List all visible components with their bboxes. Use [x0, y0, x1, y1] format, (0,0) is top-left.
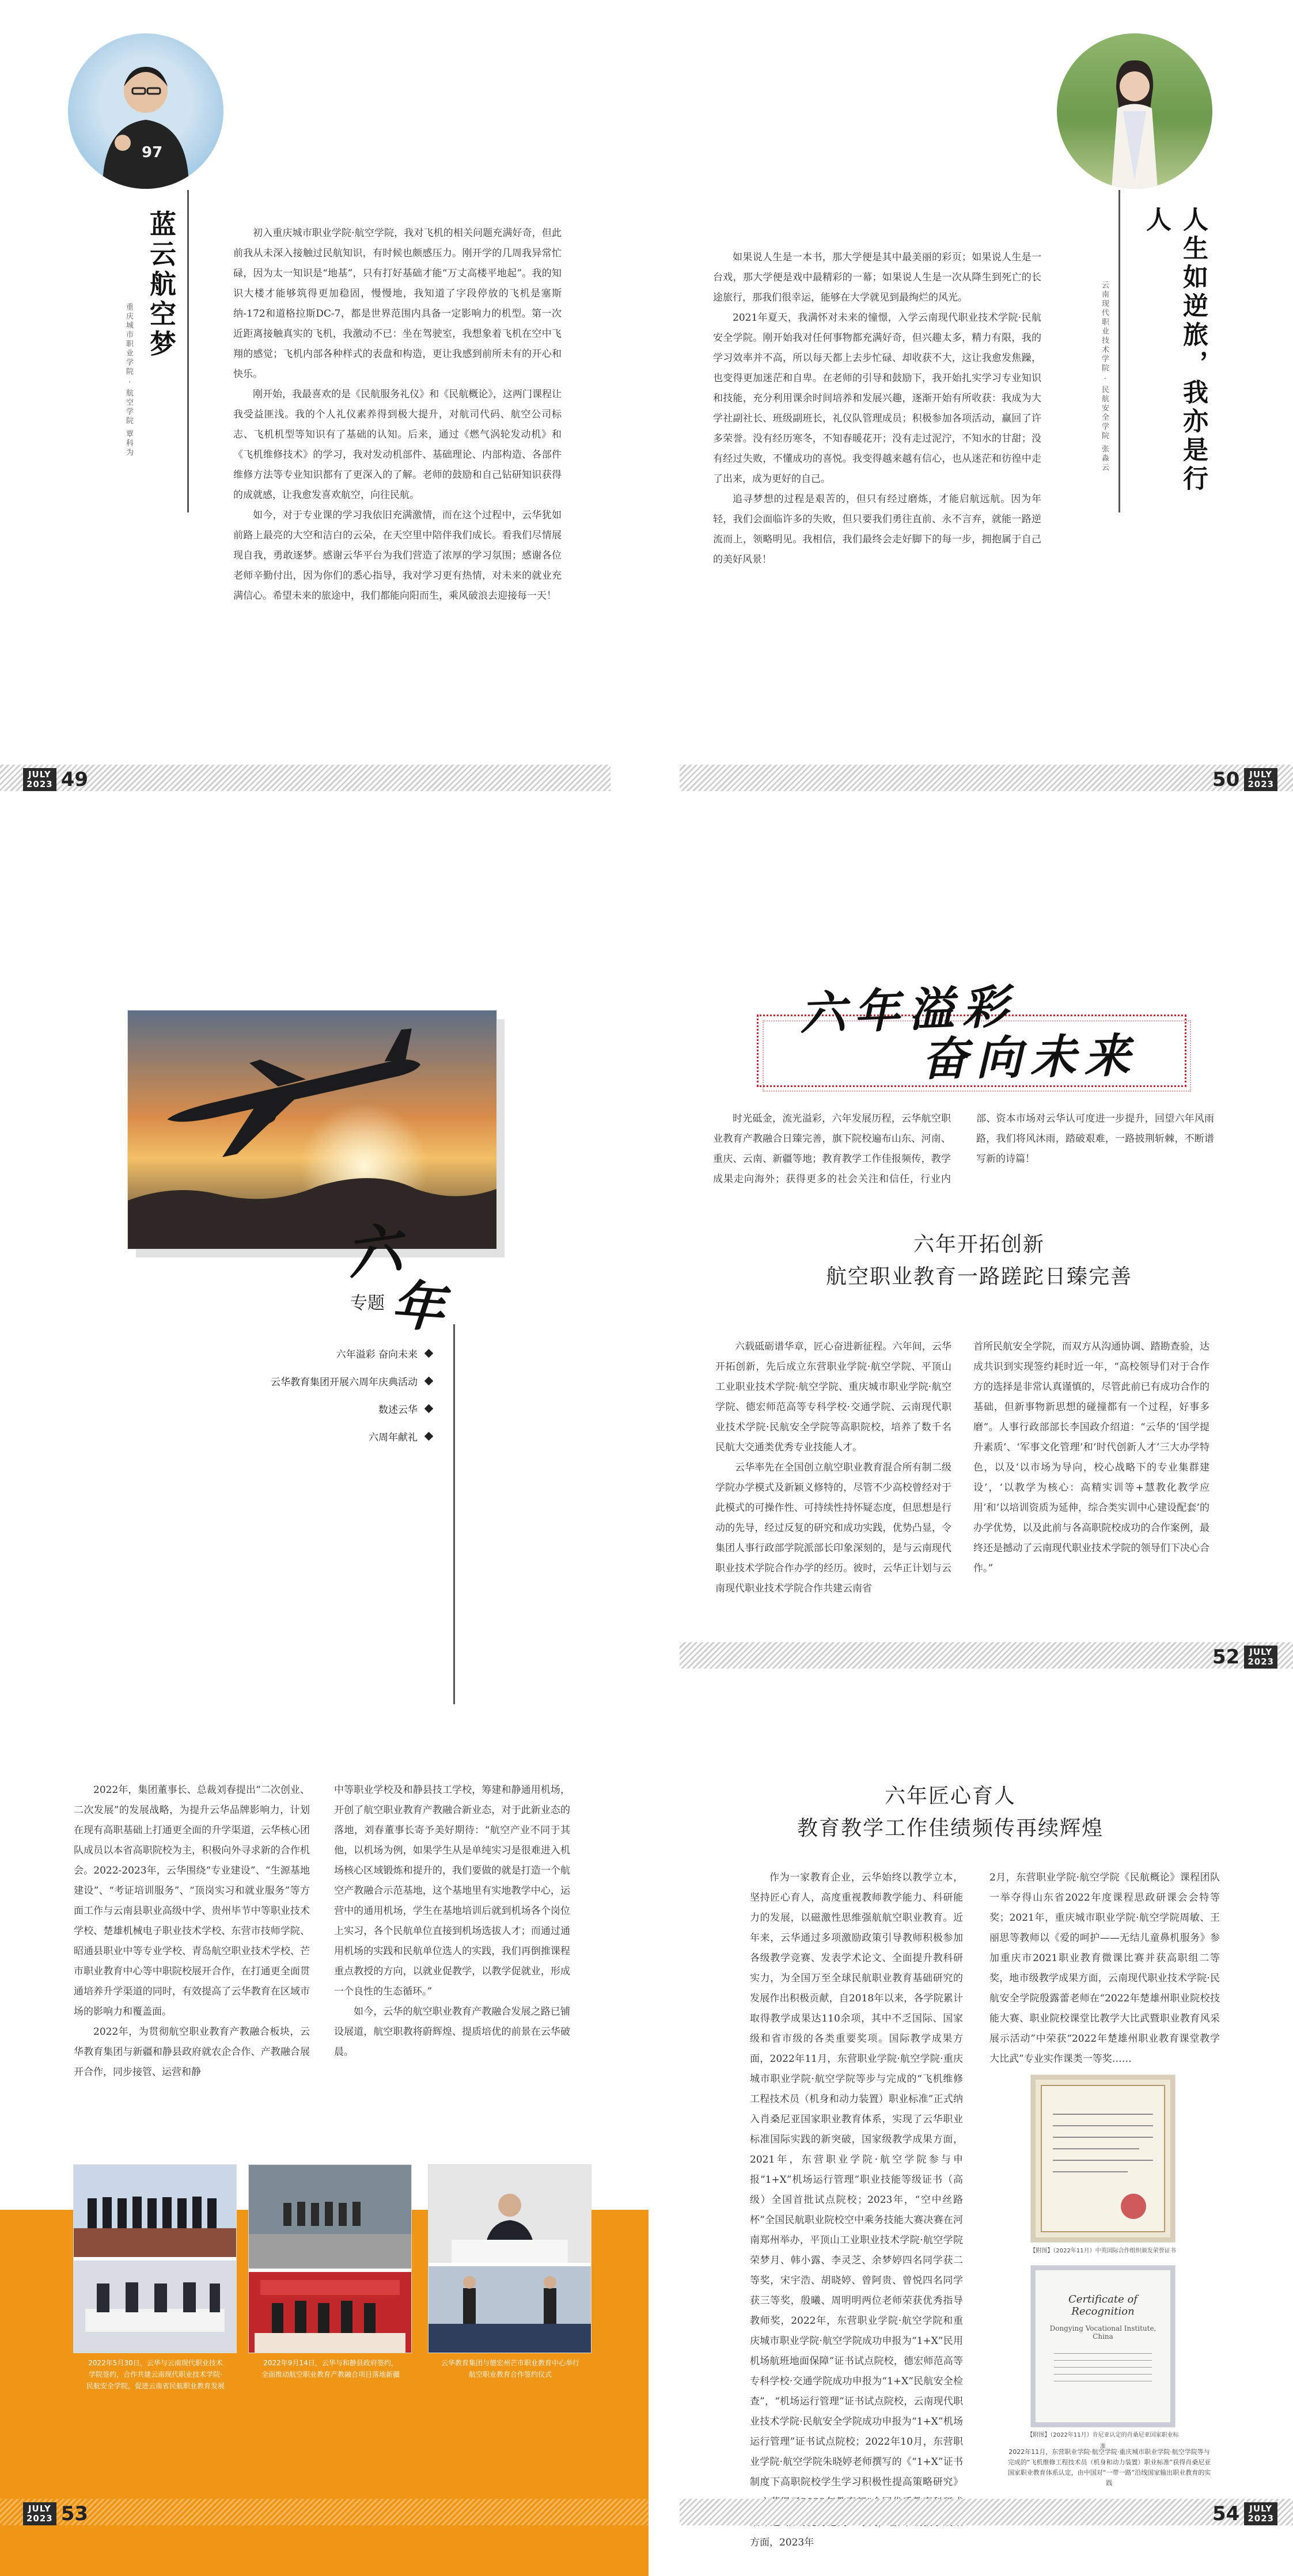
certificate-lines [1054, 2353, 1152, 2388]
paragraph: 六载砥砺谱华章，匠心奋进新征程。六年间，云华开拓创新，先后成立东营职业学院·航空学院、平顶山工业职业技术学院·航空学院、重庆城市职业学院·航空学院、德宏师范高等专科学校·交通学院、云南现代职业技术学院·民航安全学院等高职院校，培养了数千名民航大交通类优秀专业技能人才。 [715, 1341, 951, 1453]
issue-date: JULY 2023 [1244, 1646, 1277, 1669]
special-label: 专题 [350, 1293, 385, 1313]
heading-line: 航空职业教育一路蹉跎日臻完善 [825, 1265, 1132, 1289]
photo-caption: 2022年5月30日，云华与云南现代职业技术学院签约，合作共建云南现代职业技术学院·民航安全学院，促进云南省民航职业教育发展 [86, 2359, 225, 2390]
paragraph: 2月，东营职业学院·航空学院《民航概论》课程团队一举夺得山东省2022年度课程思政研课会会特等奖；2021年，重庆城市职业学院·航空学院周敏、王丽思等教师以《爱的呵护——无结儿童鼻机服务》参加重庆市2021职业教育微课比赛并获高职组二等奖，地市级教学成果方面，云南现代职业技术学院·民航安全学院殷露蕾老师在“2022年楚雄州职业院校技能大赛、职业院校课堂比教学大比武暨职业教育风采展示活动”中荣获“2022年楚雄州职业教育课堂教学大比武”专业实作课类一等奖…… [989, 1872, 1220, 2065]
article-col2-p54 [989, 1868, 1220, 2069]
paragraph: 中等职业学校及和静县技工学校，筹建和静通用机场，开创了航空职业教育产教融合新业态，对于此新业态的落地，刘春董事长寄予美好期待：“航空产业不同于其他，以机场为例，如果学生从是单纯实习是很难进入机场核心区域锻炼和提升的，我们要做的就是打造一个航空产教融合示范基地，这个基地里有实地教学中心，运营中的通用机场，学生在基地培训后就到机场各个岗位上实习，各个民航单位直接到机场选拔人才；而通过通用机场的实践和民航单位选人的实践，我们再倒推课程重点教授的方向，以就业促教学，以教学促就业，形成一个良性的生态循环。” [334, 1784, 570, 1997]
person-illustration [68, 33, 223, 189]
toc-item[interactable]: 六年溢彩 奋向未来 [190, 1339, 432, 1367]
airplane-sunset-photo [128, 1010, 496, 1249]
paragraph: 刚开始，我最喜欢的是《民航服务礼仪》和《民航概论》，这两门课程让我受益匪浅。我的个人礼仪素养得到极大提升，对航司代码、航空公司标志、飞机机型等知识有了基础的认知。后来，通过《燃气涡轮发动机》和《飞机维修技术》的学习，我对发动机部件、基础理论、内部构造、各部件维修方法等专业知识都有了更深入的了解。老师的鼓励和自己钻研知识获得的成就感，让我愈发喜欢航空，向往民航。 [233, 389, 562, 501]
bullet-icon [424, 1348, 434, 1358]
special-big-char-bottom: 年 [389, 1273, 447, 1340]
paragraph: 初入重庆城市职业学院·航空学院，我对飞机的相关问题充满好奇，但此前我从未深入接触过民航知识，有时候也颇感压力。刚开学的几周我异常忙碌，因为太一知识是“地基”，只有打好基础才能“万丈高楼平地起”。我的知识大楼才能够筑得更加稳固，慢慢地，我知道了字段停放的飞机是塞斯纳-172和道格拉斯DC-7，都是世界范围内具备一定影响力的机型。第一次近距离接触真实的飞机，我激动不已：坐在驾驶室，我想象着飞机在空中飞翔的感觉；飞机内部各种样式的表盘和构造，更让我感到前所未有的开心和快乐。 [233, 227, 562, 380]
bullet-icon [424, 1431, 434, 1441]
bullet-icon [424, 1376, 434, 1385]
page-number: 50 [1212, 768, 1240, 791]
paragraph: 2022年，集团董事长、总裁刘春提出“二次创业、二次发展”的发展战略，为提升云华品牌影响力，计划在现有高职基础上打通更全面的升学渠道，云华核心团队成员以本省高职院校为主，积极向外寻求新的合作机会。2022-2023年，云华围绕“专业建设”、“生源基地建设”、“考证培训服务”、“顶岗实习和就业服务”等方面工作与云南县职业高级中学、贵州毕节中等职业技术学校、楚雄机械电子职业技术学校、东营市技师学院、昭通县职业中等专业学校、青岛航空职业技术学校、芒市职业教育中心等中职院校展开合作，在打通更全面贯通培养升学渠道的同时，有效提高了云华教育在区域市场的影响力和覆盖面。 [74, 1784, 310, 2018]
page-number: 54 [1212, 2502, 1240, 2525]
article-title-p49: 蓝云航空梦 [146, 210, 177, 360]
certificate-title: Certificate of Recognition [1068, 2293, 1137, 2317]
certificate-photo-1 [1031, 2075, 1175, 2242]
article-col1-p54 [750, 1868, 963, 2553]
footer-stripe-p52 [680, 1642, 1293, 1669]
page-number-p50 [1212, 768, 1277, 791]
paragraph: 云华率先在全国创立航空职业教育混合所有制二级学院办学模式及新颖义修特的，尽管不少高校曾经对于此模式的可操作性、可持续性持怀疑态度，但思想是行动的先导，经过反复的研究和成功实践，优势凸显，令集团人事行政部学院派部长印象深刻的，是与云南现代职业技术学院合作办学的经历。彼时，云华正计划与云南现代职业技术学院合作共建云南省 [715, 1462, 951, 1594]
footer-stripe-p54 [680, 2499, 1293, 2525]
page-number: 52 [1212, 1646, 1240, 1669]
issue-date: JULY 2023 [23, 2502, 56, 2525]
paragraph: 首所民航安全学院，而双方从沟通协调、踏勘查验，达成共识到实现签约耗时近一年，“高校领导们对于合作方的选择是非常认真谨慎的，尽管此前已有成功合作的基础，但新事物新思想的碰撞都有一个过程，好事多磨”。人事行政部部长李国政介绍道：“云华的‘国学提升素质’、‘军事文化管理’和‘时代创新人才’三大办学特色，以及‘以市场为导向，校心战略下的专业集群建设’，‘以教学为核心：高精实训等+慧教化教学应用’和‘以培训资质为延伸，综合类实训中心建设配套’的办学优势，以及此前与各高职院校成功的合作案例，最终还是撼动了云南现代职业技术学院的领导们下决心合作。” [973, 1341, 1209, 1574]
author-line-p50: 云南现代职业技术学院 · 民航安全学院 张淼云 [1100, 281, 1109, 473]
issue-date: JULY 2023 [23, 768, 56, 791]
article-col1-p52 [715, 1337, 951, 1599]
toc-item[interactable]: 六周年献礼 [190, 1422, 432, 1450]
page-number: 49 [60, 768, 89, 791]
page-number-p54 [1212, 2502, 1277, 2525]
footer-stripe-p50 [680, 765, 1293, 791]
issue-date: JULY 2023 [1244, 2502, 1277, 2525]
page-number-p49 [23, 768, 88, 791]
divider-rule-p51 [453, 1324, 455, 1704]
paragraph: 如今，对于专业课的学习我依旧充满激情，而在这个过程中，云华犹如前路上最亮的大空和洁白的云朵，在天空里中陪伴我们成长。看我们尽情展现自我，勇敢逐梦。感谢云华平台为我们营造了浓厚的学习氛围；感谢各位老师辛勤付出，因为你们的悉心指导，我对学习更有热情，对未来的就业充满信心。希望未来的旅途中，我们都能向阳而生，乘风破浪去迎接每一天！ [233, 510, 562, 602]
heading-line: 六年匠心育人 [884, 1784, 1016, 1808]
heading-line: 六年开拓创新 [913, 1233, 1045, 1256]
toc-item[interactable]: 数述云华 [190, 1395, 432, 1422]
toc-item[interactable]: 云华教育集团开展六周年庆典活动 [190, 1367, 432, 1395]
photo-caption: 2022年9月14日，云华与和静县政府签约，全面推动航空职业教育产教融合项目落地新疆 [261, 2359, 400, 2379]
airplane-illustration [128, 1010, 496, 1249]
footer-stripe-p49 [0, 765, 611, 791]
svg-text:97: 97 [142, 144, 163, 161]
page-number: 53 [60, 2502, 89, 2525]
table-of-contents [190, 1339, 432, 1450]
certificate-subtitle: Dongying Vocational Institute, China [1049, 2324, 1157, 2341]
article-col1-p53 [74, 1780, 310, 2083]
article-body-p49 [233, 223, 562, 606]
title-rule-p49 [187, 190, 189, 512]
paragraph: 作为一家教育企业，云华始终以教学立本，坚持匠心育人，高度重视教师教学能力、科研能力的发展，以磁激性思维强航航空职业教育。近年来，云华通过多项激励政策引导教师积极参加各级教学竞赛、发表学术论文、全面提升教科研实力，为全国万至全球民航职业教育基础研究的发展作出积极贡献，自2018年以来，各学院累计取得教学成果达110余项，其中不乏国际、国家级和省市级的各类重要奖项。国际教学成果方面，2022年11月，东营职业学院·航空学院·重庆城市职业学院·航空学院等步与完成的“飞机维修工程技术员（机身和动力装置）职业标准”正式纳入肖桑尼亚国家职业教育体系，实现了云华职业标准国际实践的新突破，国家级教学成果方面，2021年，东营职业学院·航空学院参与申报“1+X”机场运行管理”职业技能等级证书（高级）全国首批试点院校；2023年，“空中丝路杯”全国民航职业院校空中乘务技能大赛决赛在河南郑州举办，平顶山工业职业技术学院·航空学院荣梦月、韩小露、李灵芝、余梦婷四名同学获二等奖，宋宇浩、胡晓婷、曾阿贵、曾悦四名同学获三等奖，殷曦、周明明两位老师荣获优秀指导教师奖，2022年，东营职业学院·航空学院和重庆城市职业学院·航空学院成功申报为“1+X”民用机场航班地面保障”证书试点院校，德宏师范高等专科学校·交通学院成功申报为“1+X”民航安全检查”，“机场运行管理”证书试点院校，云南现代职业技术学院·民航安全学院成功申报为“1+X”机场运行管理”证书试点院校；2022年10月，东营职业学院·航空学院朱晓婷老师撰写的《“1+X”证书制度下高职院校学生学习积极性提高策略研究》 方面，2023年 [750, 1872, 963, 2548]
certificate-caption: 【附图】（2022年11月）中英国际合作组织颁发荣誉证书 [1030, 2248, 1176, 2254]
article-col2-p53 [334, 1780, 570, 2062]
intro-paragraph: 时光砥金，流光溢彩，六年发展历程，云华航空职业教育产教融合日臻完善，旗下院校遍布山东、河南、重庆、云南、新疆等地；教育教学工作佳报频传，教学成果走向海外；获得更多的社会关注和信任，行业内部、资本市场对云华认可度进一步提升，回望六年风雨路，我们将风沐雨，踏破艰难，一路披荆斩棘，不断谱写新的诗篇！ [713, 1113, 1214, 1185]
title-rule-p50 [1118, 190, 1120, 512]
page-number-p52 [1212, 1646, 1277, 1669]
section-heading-p52 [691, 1229, 1267, 1293]
special-big-char-top: 六 [342, 1215, 406, 1288]
section-heading-p54 [691, 1780, 1209, 1845]
article-title-p50: 人生如逆旅，我亦是行人 [1142, 206, 1208, 494]
author-line-p49: 重庆城市职业学院 · 航空学院 覃科为 [124, 303, 133, 458]
author-photo-p50 [1057, 33, 1212, 189]
paragraph: 2022年，为贯彻航空职业教育产教融合板块，云华教育集团与新疆和静县政府就农企合作、产教融合展开合作，同步接管、运营和静 [74, 2026, 310, 2078]
author-photo-p49 [68, 33, 223, 189]
issue-date: JULY 2023 [1244, 768, 1277, 791]
calligraphy-title-line1: 六年溢彩 [798, 979, 1017, 1041]
article-body-p50 [713, 248, 1041, 570]
calligraphy-title-line2: 奋向未来 [921, 1028, 1139, 1086]
bullet-icon [424, 1404, 434, 1413]
article-col2-p52 [973, 1337, 1209, 1579]
heading-line: 教育教学工作佳绩频传再续辉煌 [797, 1817, 1104, 1840]
paragraph: 2021年夏天，我满怀对未来的憧憬，入学云南现代职业技术学院·民航安全学院。刚开始我对任何事物都充满好奇，但兴趣太多，精力有限，我的学习效率并不高，所以每天都上去步忙碌、却收获不大，这让我愈发焦躁，也变得更加迷茫和自卑。在老师的引导和鼓励下，我开始扎实学习专业知识和技能，充分利用课余时间培养和发展兴趣，逐渐开始有所收获：我成为大学社副社长、班级副班长，礼仪队管理成员；积极参加各项活动，赢回了许多荣誉。没有经历寒冬，不知春暖花开；没有走过泥泞，不知水的甘甜；没有经过失败，不懂成功的喜悦。我变得越来越有信心，也从迷茫和彷徨中走了出来，成为更好的自己。 [713, 312, 1041, 485]
footer-stripe-p53 [0, 2499, 649, 2525]
certificate-caption: 【附图】（2022年11月）肯尼亚认定的肖桑尼亚国家职业标准 [1027, 2432, 1179, 2450]
paragraph: 追寻梦想的过程是艰苦的，但只有经过磨炼，才能启航远航。因为年轻，我们会面临许多的失败，但只要我们勇往直前、永不言弃，就能一路逆流而上，领略明见。我相信，我们最终会走好脚下的每一步，拥抱属于自己的美好风景！ [713, 493, 1041, 565]
event-photo-government [249, 2165, 411, 2353]
person-illustration [1057, 33, 1212, 189]
event-photo-cooperation [429, 2165, 591, 2353]
photo-caption: 云华教育集团与德宏州芒市职业教育中心举行航空职业教育合作签约仪式 [441, 2359, 580, 2379]
event-photo-signing [74, 2165, 236, 2353]
paragraph: 如果说人生是一本书，那大学便是其中最美丽的彩页；如果说人生是一台戏，那大学便是戏中最精彩的一幕；如果说人生是一次从降生到死亡的长途旅行，那我们很幸运，能够在大学就见到最绚烂的风光。 [713, 252, 1041, 303]
page-number-p53 [23, 2502, 88, 2525]
paragraph: 如今，云华的航空职业教育产教融合发展之路已铺设展道，航空职教将蔚辉煌、提质培优的前景在云华破晨。 [334, 2006, 570, 2058]
certificate-photo-2 [1031, 2266, 1175, 2427]
bottom-caption: 2022年11月，东营职业学院·航空学院·重庆城市职业学院·航空学院等与完成的“飞机维修工程技术员（机身和动力装置）职业标准”获得肖桑尼亚国家职业教育体系认定，由中国对“一带一路”沿线国家输出职业教育的实践 [1007, 2448, 1211, 2487]
